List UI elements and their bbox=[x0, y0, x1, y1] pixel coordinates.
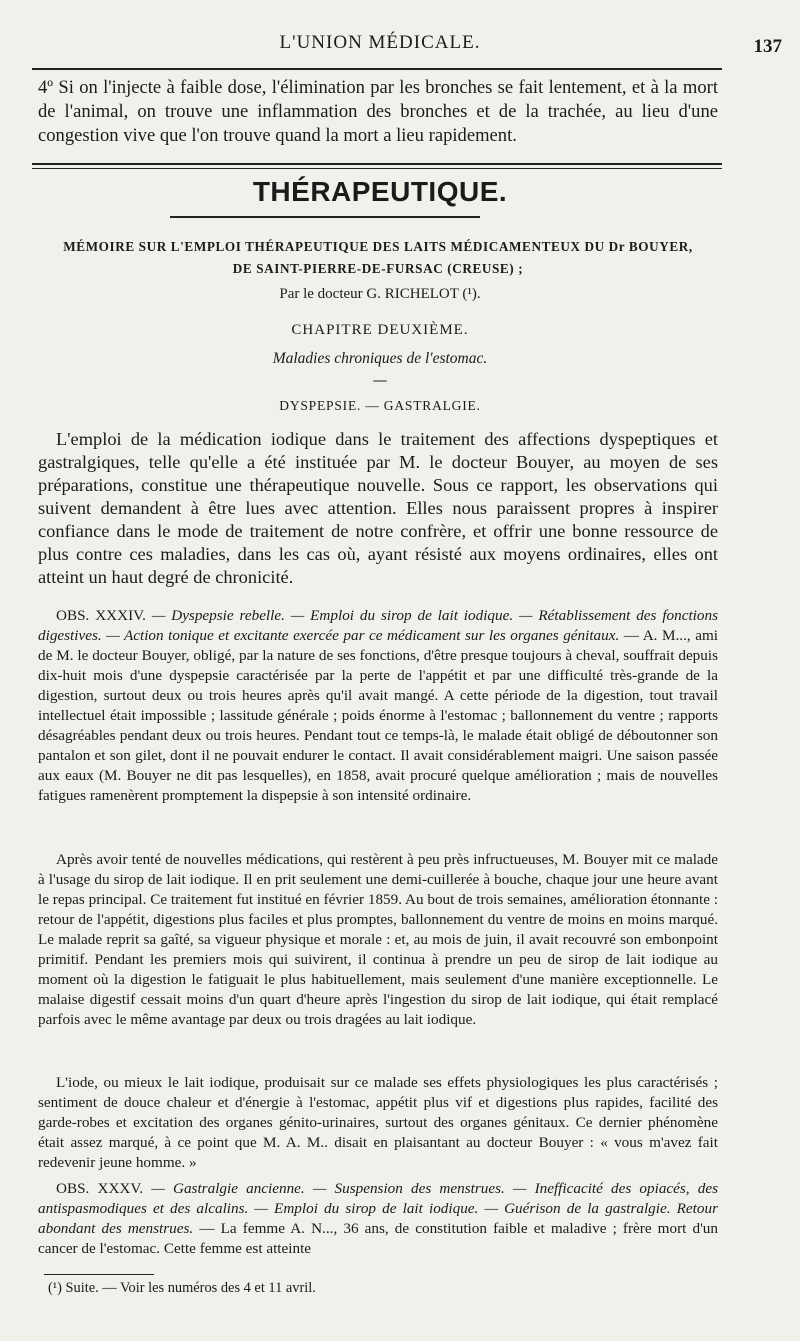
byline: Par le docteur G. RICHELOT (¹). bbox=[279, 286, 481, 302]
chapter-heading: CHAPITRE DEUXIÈME. bbox=[291, 322, 469, 338]
footnote: (¹) Suite. — Voir les numéros des 4 et 11 avril. bbox=[48, 1280, 316, 1296]
observation-35 bbox=[38, 1179, 718, 1259]
obs35-text: — La femme A. N..., 36 ans, de constitution faible et maladive ; frère mort d'un cancer de l'estomac. Cette femme est atteinte bbox=[38, 1220, 718, 1257]
memoir-title bbox=[38, 236, 718, 280]
obs34-text: — A. M..., ami de M. le docteur Bouyer, obligé, par la nature de ses fonctions, d'être presque toujours à cheval, souffrait depuis dix-huit mois d'une dyspepsie caractérisée par la perte de l'appétit et par une difficulté très-grande de la digestion, surtout deux ou trois heures après qu'il avait mangé. A cette période de la digestion, tout travail intellectuel était impossible ; lassitude générale ; poids énorme à l'estomac ; ballonnement du ventre ; rapports désagréables pendant deux ou trois heures. Pendant tout ce temps-là, le malade était obligé de déboutonner son pantalon et son gilet, dont il ne pouvait endurer le contact. Il avait considérablement maigri. Une saison passée aux eaux (M. Bouyer ne dit pas lesquelles), en 1858, avait procuré quelque amélioration ; mais de nouvelles fatigues ramenèrent promptement la dispepsie à son intensité ordinaire. bbox=[38, 627, 718, 804]
section-rule-top-2 bbox=[32, 168, 722, 169]
subheading: DYSPEPSIE. — GASTRALGIE. bbox=[279, 398, 481, 413]
lead-paragraph: 4º Si on l'injecte à faible dose, l'élimination par les bronches se fait lentement, et à la mort de l'animal, on trouve une inflammation des bronches et de la trachée, au lieu d'une congestion vive que l'on trouve quand la mort a lieu rapidement. bbox=[38, 77, 718, 146]
obs34-title: — Dyspepsie rebelle. — Emploi du sirop de lait iodique. — Rétablissement des fonctions digestives. — Action tonique et excitante exercée par ce médicament sur les organes génitaux. bbox=[38, 607, 719, 644]
section-title: THÉRAPEUTIQUE. bbox=[252, 176, 508, 207]
memoir-title-line-2: DE SAINT-PIERRE-DE-FURSAC (CREUSE) ; bbox=[232, 261, 524, 276]
section-separator: — bbox=[372, 371, 388, 389]
chapter-subtitle: Maladies chroniques de l'estomac. bbox=[272, 350, 488, 367]
obs34-paragraph-3: L'iode, ou mieux le lait iodique, produisait sur ce malade ses effets physiologiques les plus caractérisés ; sentiment de douce chaleur et d'énergie à l'estomac, appétit plus vif et digestions plus rapides, facilité des garde-robes et excitation des organes génito-urinaires, surtout des organes génitaux. Ce dernier phénomène était assez marqué, à ce point que M. A. M.. disait en plaisantant au docteur Bouyer : « vous m'avez fait redevenir jeune homme. » bbox=[38, 1074, 718, 1171]
running-head bbox=[0, 28, 800, 62]
obs35-title: — Gastralgie ancienne. — Suspension des menstrues. — Inefficacité des opiacés, des antispasmodiques et des alcalins. — Emploi du sirop de lait iodique. — Guérison de la gastralgie. Retour abondant des menstrues. bbox=[38, 1180, 718, 1237]
observation-34 bbox=[38, 606, 718, 806]
page-number: 137 bbox=[753, 36, 782, 57]
section-rule-top bbox=[32, 163, 722, 165]
intro-paragraph: L'emploi de la médication iodique dans le traitement des affections dyspeptiques et gastralgiques, telle qu'elle a été instituée par M. le docteur Bouyer, au moyen de ses préparations, constitue une thérapeutique nouvelle. Sous ce rapport, les observations qui suivent demandent à être lues avec attention. Elles nous paraissent propres à inspirer confiance dans le mode de traitement de notre confrère, et offrir une bonne ressource de plus contre ces maladies, dans les cas où, ayant résisté aux moyens ordinaires, elles ont atteint un haut degré de chronicité. bbox=[38, 429, 718, 587]
obs34-paragraph-2: Après avoir tenté de nouvelles médications, qui restèrent à peu près infructueuses, M. Bouyer mit ce malade à l'usage du sirop de lait iodique. Il en prit seulement une demi-cuillerée à bouche, chaque jour une heure avant le repas principal. Ce traitement fut institué en février 1859. Au bout de trois semaines, amélioration étonnante : retour de l'appétit, digestions plus faciles et plus promptes, ballonnement du ventre de moins en moins marqué. Le malade reprit sa gaîté, sa vigueur physique et morale : et, au mois de juin, il avait recouvré son embonpoint primitif. Pendant les premiers mois qui suivirent, il continua à prendre un peu de sirop de lait iodique au moment où la digestion le fatiguait le plus habituellement, mais seulement d'une manière exceptionnelle. Le malaise digestif cessait moins d'un quart d'heure après l'ingestion du sirop de lait iodique, qui était remplacé parfois avec le même avantage par deux ou trois dragées au lait iodique. bbox=[38, 851, 718, 1028]
memoir-title-line-1: MÉMOIRE SUR L'EMPLOI THÉRAPEUTIQUE DES LAITS MÉDICAMENTEUX DU Dr BOUYER, bbox=[63, 239, 693, 254]
obs35-label: OBS. XXXV. bbox=[56, 1180, 144, 1197]
footnote-rule bbox=[44, 1274, 154, 1275]
obs34-label: OBS. XXXIV. bbox=[56, 607, 146, 624]
header-rule bbox=[32, 68, 722, 70]
section-title-underline bbox=[170, 216, 480, 218]
running-title: L'UNION MÉDICALE. bbox=[279, 32, 481, 53]
